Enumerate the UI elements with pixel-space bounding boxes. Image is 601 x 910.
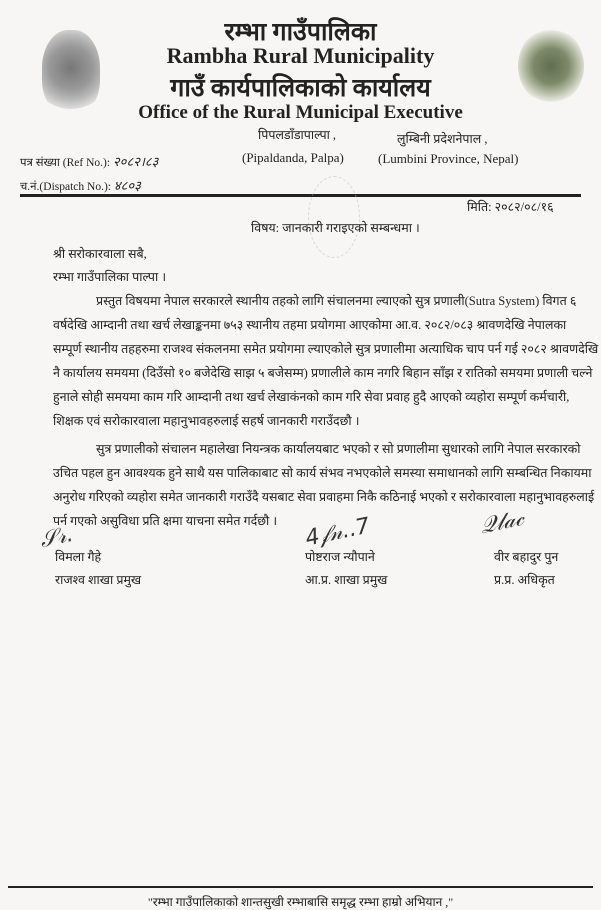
text-line: नै कार्यालय समयमा (दिउँसो १० बजेदेखि साझ ५ बजेसम्म) प्रणालीले काम नगरि बिहान साँझ र रातिको समयमा प्रणाली चल्ने [53, 366, 593, 380]
dispatch-value: ४८०३ [113, 178, 141, 193]
address1-english: (Pipaldanda, Palpa) [242, 150, 344, 165]
text-line: हुनाले सोही समयमा काम गरि आम्दानी तथा खर्च लेखाकंनको काम गरि सेवा प्रवाह हुदै आएको व्यहोरा सम्पूर्ण कर्मचारी, [53, 390, 570, 404]
signatory-1-name: विमला गैहे [55, 550, 102, 564]
ref-label: पत्र संख्या (Ref No.): [20, 157, 111, 169]
signatory-2-title: आ.प्र. शाखा प्रमुख [305, 573, 388, 587]
header-divider [20, 194, 581, 197]
letter-date: मिति: २०८२/०८/१६ [467, 200, 554, 214]
text-line: प्रस्तुत विषयमा नेपाल सरकारले स्थानीय तहको लागि संचालनमा ल्याएको सुत्र प्रणाली(Sutra System) विगत ६ [96, 294, 577, 308]
signatory-3-name: वीर बहादुर पुन [494, 550, 559, 564]
dispatch-label: च.नं.(Dispatch No.): [20, 181, 111, 193]
title-english: Rambha Rural Municipality [166, 43, 435, 68]
text-line: पर्न गएको असुविधा प्रति क्षमा याचना समेत गर्दछौ । [53, 514, 278, 528]
office-english: Office of the Rural Municipal Executive [138, 102, 463, 123]
text-line: वर्षदेखि आम्दानी तथा खर्च लेखाङ्कनमा ७५३ स्थानीय तहमा प्रयोगमा आएकोमा आ.व. २०८२/०८३ श्रावणदेखि नेपालका [53, 318, 567, 332]
address2-nepali: लुम्बिनी प्रदेशनेपाल , [397, 132, 488, 146]
address2-english: (Lumbini Province, Nepal) [378, 151, 519, 166]
signature-1: 𝒮𝓇. [37, 521, 76, 554]
ref-number [20, 152, 158, 170]
footer-divider [8, 886, 593, 888]
signatory-3-title: प्र.प्र. अधिकृत [494, 573, 555, 587]
office-stamp [308, 176, 360, 258]
signatory-1-title: राजश्व शाखा प्रमुख [55, 573, 142, 587]
salutation-line-1: श्री सरोकारवाला सबै, [53, 247, 147, 261]
text-line: शिक्षक एवं सरोकारवाला महानुभावहरुलाई सहर्ष जानकारी गराउँदछौ । [53, 414, 360, 428]
text-line: सुत्र प्रणालीको संचालन महालेखा नियन्त्रक कार्यालयबाट भएको र सो प्रणालीमा सुधारको लागि नेपाल सरकारको [96, 442, 581, 456]
text-line: सम्पूर्ण स्थानीय तहहरुमा राजश्व संकलनमा समेत प्रयोगमा ल्याएकोले सुत्र प्रणालीमा अत्याधिक चाप पर्न गई २०८२ श्रावणदेखि [53, 342, 599, 356]
footer-slogan: "रम्भा गाउँपालिकाको शान्तसुखी रम्भाबासि समृद्ध रम्भा हाम्रो अभियान ," [147, 895, 454, 909]
text-line: अनुरोध गरिएको व्यहोरा समेत जानकारी गराउँदै यसबाट सेवा प्रवाहमा निकै कठिनाई भएको र सरोकारवाला महानुभावहरुलाई [53, 490, 595, 504]
salutation-line-2: रम्भा गाउँपालिका पाल्पा । [53, 270, 167, 284]
signature-2: 4𝒻𝓃..7 [303, 513, 373, 552]
address1-nepali: पिपलडाँडापाल्पा , [258, 128, 337, 142]
signature-3: 𝒬𝓁𝒶𝒸 [477, 505, 527, 540]
text-line: उचित पहल हुन आवश्यक हुने साथै यस पालिकाबाट सो कार्य संभव नभएकोले समस्या समाधानको लागि सम्बन्धित निकायमा [53, 466, 592, 480]
office-nepali: गाउँ कार्यपालिकाको कार्यालय [170, 75, 431, 102]
signatory-2-name: पोष्टराज न्यौपाने [305, 550, 375, 564]
dispatch-number [20, 176, 141, 194]
ref-value: २०८२।८३ [112, 154, 159, 169]
subject-line: विषय: जानकारी गराइएको सम्बन्धमा । [251, 221, 420, 235]
title-nepali: रम्भा गाउँपालिका [224, 19, 377, 46]
